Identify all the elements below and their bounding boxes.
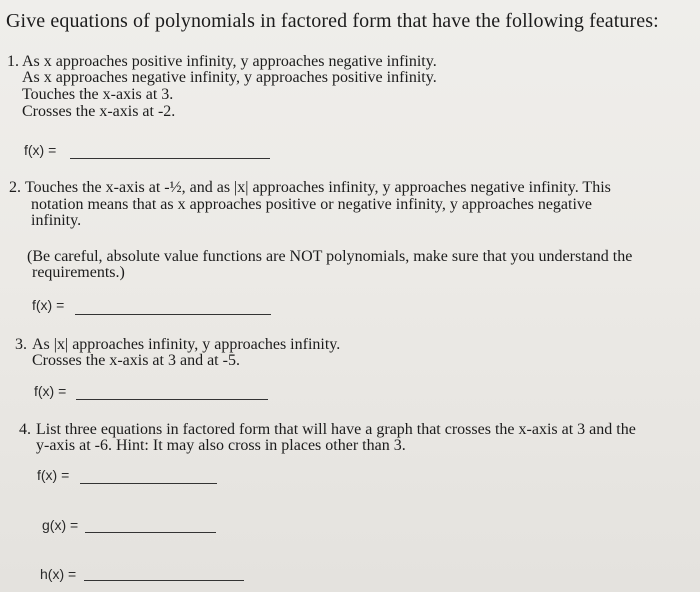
q2-answer-label: f(x) = xyxy=(32,297,65,313)
q2-note-line-1: (Be careful, absolute value functions are NOT polynomials, make sure that you understand the xyxy=(27,248,633,265)
q4-answer-label-g: g(x) = xyxy=(42,517,79,533)
q3-line-2: Crosses the x-axis at 3 and at -5. xyxy=(32,352,240,369)
q2-line-3: infinity. xyxy=(31,212,82,229)
q1-line-2: As x approaches negative infinity, y approaches positive infinity. xyxy=(22,69,437,86)
q4-answer-blank-f[interactable] xyxy=(80,483,217,484)
q4-line-2: y-axis at -6. Hint: It may also cross in places other than 3. xyxy=(36,437,406,454)
worksheet-title: Give equations of polynomials in factored form that have the following features: xyxy=(6,10,659,32)
q2-line-2: notation means that as x approaches positive or negative infinity, y approaches negative xyxy=(31,196,593,213)
q1-line-4: Crosses the x-axis at -2. xyxy=(22,103,176,120)
q1-answer-label: f(x) = xyxy=(24,142,57,158)
q3-number: 3. xyxy=(15,336,27,353)
q2-line-1: Touches the x-axis at -½, and as |x| approaches infinity, y approaches negative infinity. This xyxy=(25,179,611,196)
q4-number: 4. xyxy=(19,421,31,438)
q1-line-1: As x approaches positive infinity, y approaches negative infinity. xyxy=(22,53,437,70)
q2-note-line-2: requirements.) xyxy=(32,264,125,281)
q4-answer-label-h: h(x) = xyxy=(40,566,77,582)
q2-number: 2. xyxy=(9,179,21,196)
q1-line-3: Touches the x-axis at 3. xyxy=(22,86,174,103)
q3-line-1: As |x| approaches infinity, y approaches infinity. xyxy=(32,336,341,353)
q1-number: 1. xyxy=(7,53,19,70)
q4-line-1: List three equations in factored form that will have a graph that crosses the x-axis at 3 and the xyxy=(36,421,636,438)
q4-answer-label-f: f(x) = xyxy=(37,467,70,483)
q4-answer-blank-g[interactable] xyxy=(85,532,216,533)
q2-answer-blank[interactable] xyxy=(75,314,271,315)
q4-answer-blank-h[interactable] xyxy=(84,580,244,581)
q3-answer-blank[interactable] xyxy=(76,399,268,400)
q3-answer-label: f(x) = xyxy=(34,383,67,399)
q1-answer-blank[interactable] xyxy=(70,158,270,159)
